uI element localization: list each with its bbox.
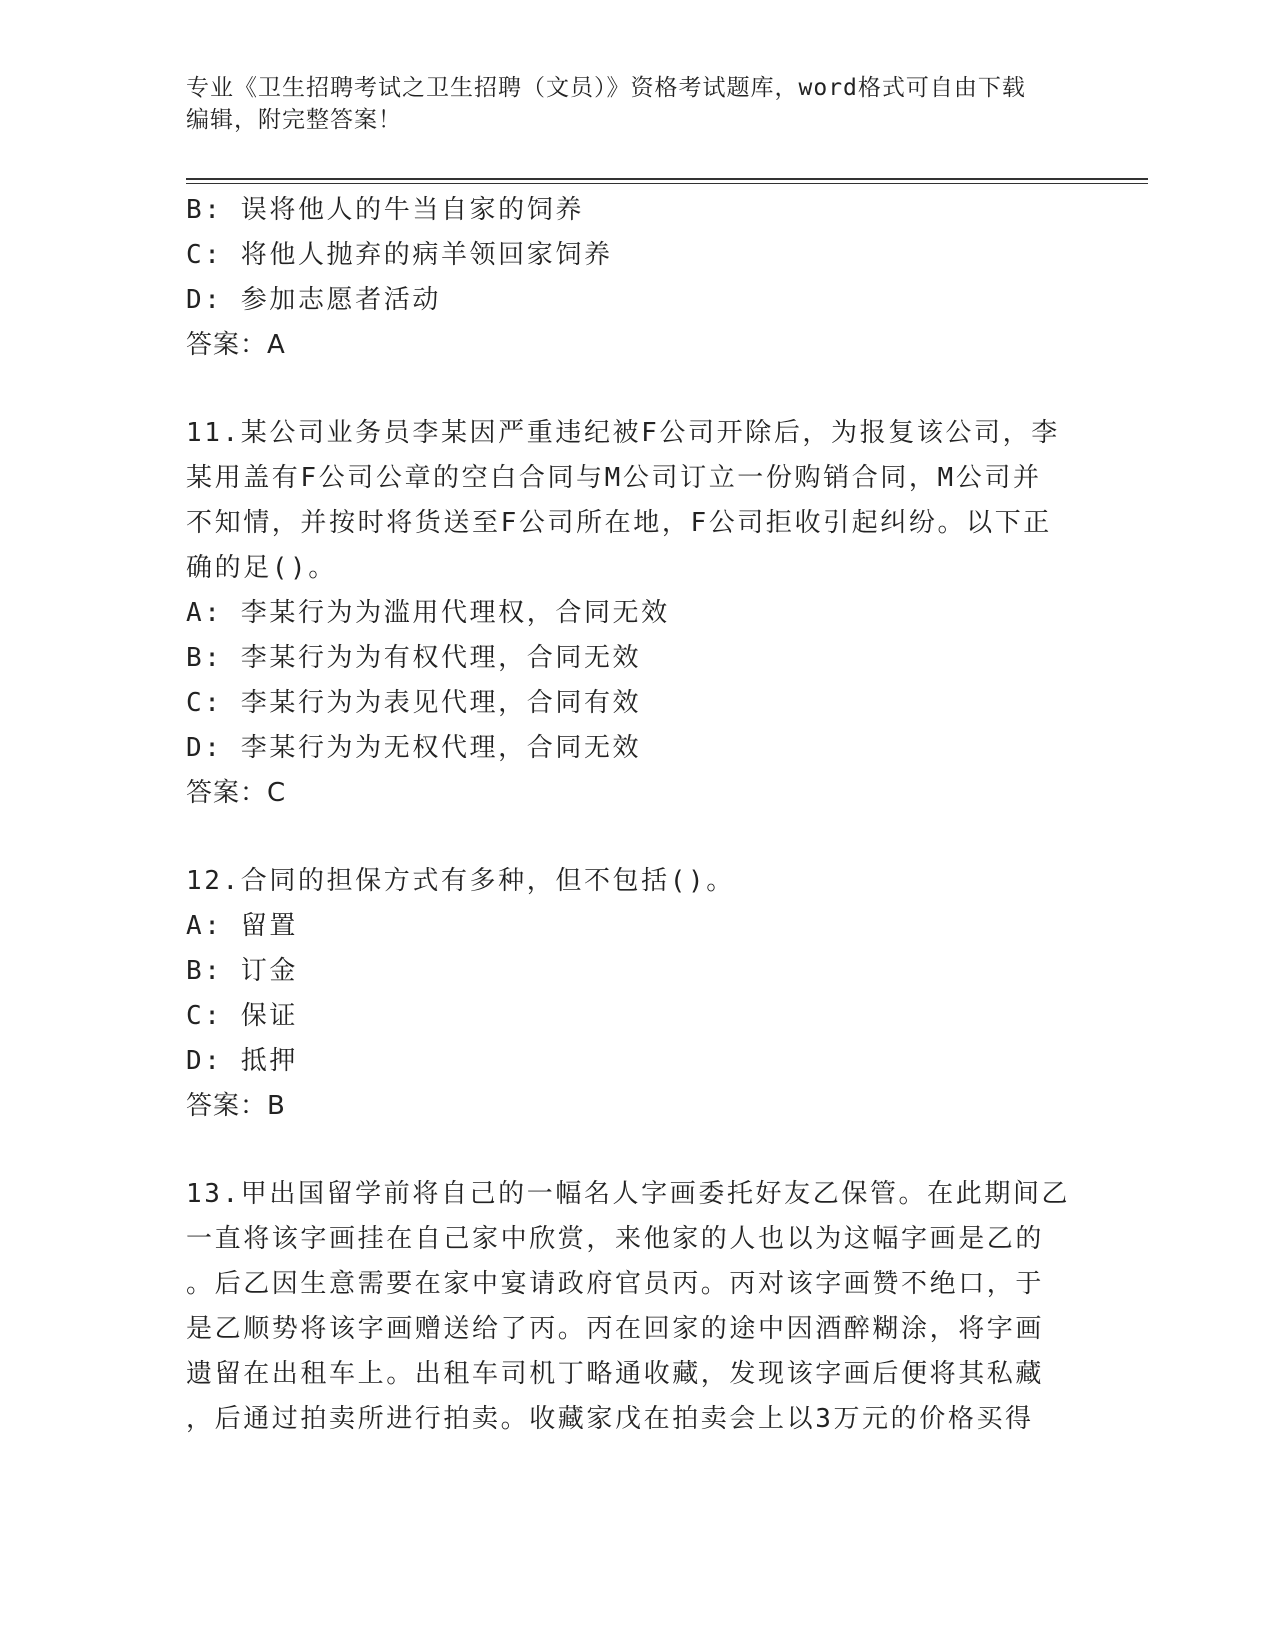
answer: 答案：C xyxy=(186,778,287,808)
answer: 答案：A xyxy=(186,330,286,360)
question-stem-line: ，后通过拍卖所进行拍卖。收藏家戊在拍卖会上以3万元的价格买得 xyxy=(186,1404,1034,1434)
question-content xyxy=(186,188,1086,1442)
spacer xyxy=(186,1129,1086,1172)
header-divider xyxy=(186,178,1148,180)
question-stem-line: 确的足()。 xyxy=(186,553,337,583)
question-stem-line: 一直将该字画挂在自己家中欣赏，来他家的人也以为这幅字画是乙的 xyxy=(186,1224,1045,1254)
question-stem-line: 11.某公司业务员李某因严重违纪被F公司开除后，为报复该公司，李 xyxy=(186,418,1060,448)
option-c: C: 李某行为为表见代理，合同有效 xyxy=(186,688,642,718)
option-d: D: 抵押 xyxy=(186,1046,298,1076)
question-11 xyxy=(186,411,1086,816)
spacer xyxy=(186,368,1086,411)
option-b: B: 李某行为为有权代理，合同无效 xyxy=(186,643,642,673)
header-divider-thin xyxy=(186,183,1148,184)
question-10 xyxy=(186,188,1086,368)
option-c: C: 保证 xyxy=(186,1001,298,1031)
question-stem-line: 。后乙因生意需要在家中宴请政府官员丙。丙对该字画赞不绝口，于 xyxy=(186,1269,1045,1299)
question-13 xyxy=(186,1172,1086,1442)
question-stem-line: 12.合同的担保方式有多种，但不包括()。 xyxy=(186,866,735,896)
answer: 答案：B xyxy=(186,1091,286,1121)
question-stem-line: 不知情，并按时将货送至F公司所在地，F公司拒收引起纠纷。以下正 xyxy=(186,508,1052,538)
option-a: A: 李某行为为滥用代理权，合同无效 xyxy=(186,598,670,628)
spacer xyxy=(186,816,1086,859)
option-d: D: 参加志愿者活动 xyxy=(186,285,441,315)
question-stem-line: 13.甲出国留学前将自己的一幅名人字画委托好友乙保管。在此期间乙 xyxy=(186,1179,1071,1209)
option-b: B: 订金 xyxy=(186,956,298,986)
question-12 xyxy=(186,859,1086,1129)
header-line-2: 编辑，附完整答案！ xyxy=(186,107,402,133)
option-d: D: 李某行为为无权代理，合同无效 xyxy=(186,733,642,763)
option-b: B: 误将他人的牛当自家的饲养 xyxy=(186,195,584,225)
question-stem-line: 某用盖有F公司公章的空白合同与M公司订立一份购销合同，M公司并 xyxy=(186,463,1042,493)
option-a: A: 留置 xyxy=(186,911,298,941)
header-note xyxy=(186,72,1086,136)
option-c: C: 将他人抛弃的病羊领回家饲养 xyxy=(186,240,613,270)
header-line-1: 专业《卫生招聘考试之卫生招聘（文员）》资格考试题库，word格式可自由下载 xyxy=(186,75,1026,101)
question-stem-line: 是乙顺势将该字画赠送给了丙。丙在回家的途中因酒醉糊涂，将字画 xyxy=(186,1314,1045,1344)
question-stem-line: 遗留在出租车上。出租车司机丁略通收藏，发现该字画后便将其私藏 xyxy=(186,1359,1045,1389)
